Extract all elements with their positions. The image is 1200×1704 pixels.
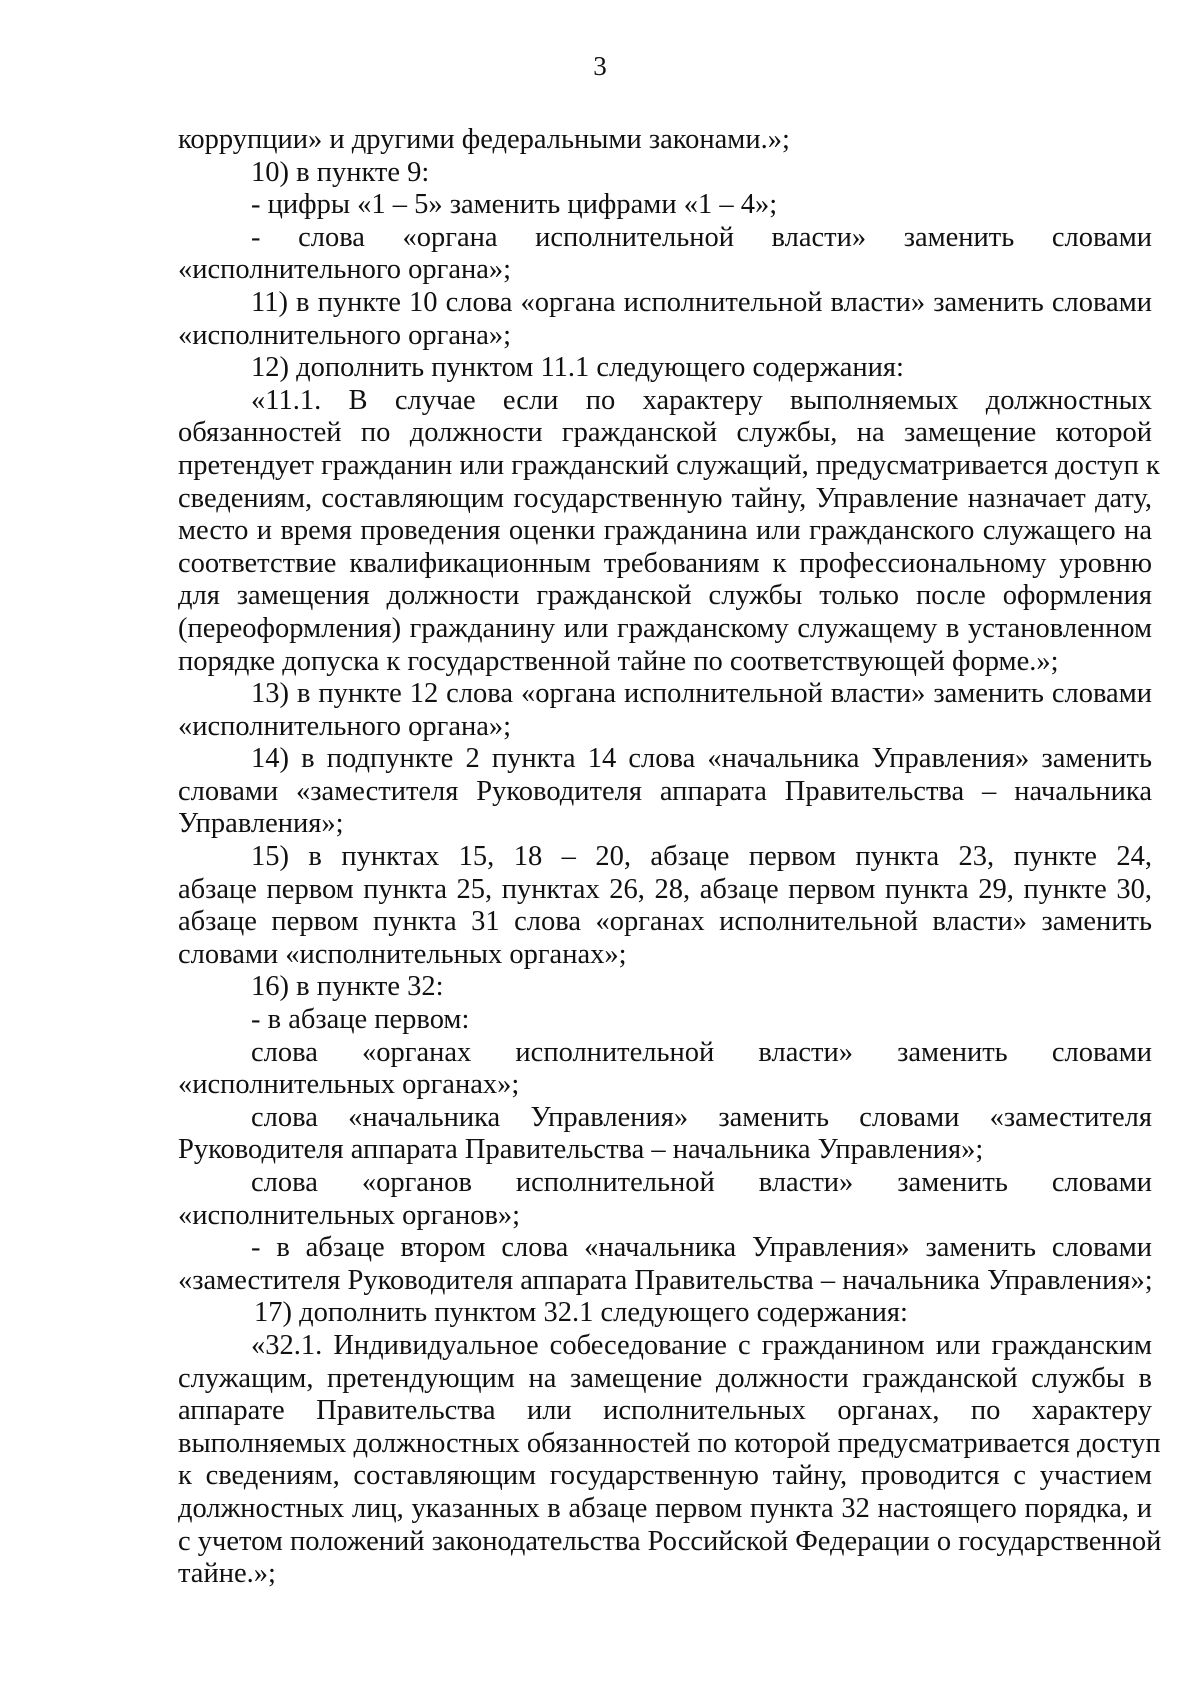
text-line: «исполнительных органов»; bbox=[178, 1199, 521, 1231]
text-line: «32.1. Индивидуальное собеседование с гражданином или гражданским bbox=[251, 1329, 1152, 1361]
text-line: аппарате Правительства или исполнительных органах, по характеру bbox=[178, 1395, 1152, 1427]
text-line: (переоформления) гражданину или гражданскому служащему в установленном bbox=[178, 612, 1152, 644]
text-line: 13) в пункте 12 слова «органа исполнительной власти» заменить словами bbox=[251, 678, 1152, 710]
text-line: место и время проведения оценки гражданина или гражданского служащего на bbox=[178, 515, 1152, 547]
text-line: 10) в пункте 9: bbox=[251, 156, 430, 188]
text-line: «исполнительного органа»; bbox=[178, 319, 512, 351]
text-line: «11.1. В случае если по характеру выполняемых должностных bbox=[251, 384, 1152, 416]
text-line: 15) в пунктах 15, 18 – 20, абзаце первом пункта 23, пункте 24, bbox=[251, 841, 1152, 873]
text-line: претендует гражданин или гражданский служащий, предусматривается доступ к bbox=[178, 449, 1160, 481]
text-line: выполняемых должностных обязанностей по которой предусматривается доступ bbox=[178, 1427, 1161, 1459]
text-line: - в абзаце первом: bbox=[251, 1004, 470, 1036]
text-line: сведениям, составляющим государственную тайну, Управление назначает дату, bbox=[178, 482, 1152, 514]
text-line: 16) в пункте 32: bbox=[251, 971, 444, 1003]
text-line: слова «органах исполнительной власти» заменить словами bbox=[251, 1036, 1152, 1068]
page-number: 3 bbox=[593, 51, 607, 81]
text-line: «исполнительного органа»; bbox=[178, 710, 512, 742]
document-body bbox=[178, 124, 1162, 1591]
text-line: «исполнительных органах»; bbox=[178, 1069, 520, 1101]
text-line: к сведениям, составляющим государственную тайну, проводится с участием bbox=[178, 1460, 1152, 1492]
text-line: соответствие квалификационным требованиям к профессиональному уровню bbox=[178, 547, 1152, 579]
text-line: - слова «органа исполнительной власти» заменить словами bbox=[251, 221, 1152, 253]
text-line: Руководителя аппарата Правительства – начальника Управления»; bbox=[178, 1134, 984, 1166]
text-line: слова «органов исполнительной власти» заменить словами bbox=[251, 1167, 1152, 1198]
text-line: словами «заместителя Руководителя аппарата Правительства – начальника bbox=[178, 775, 1152, 807]
text-line: «исполнительного органа»; bbox=[178, 254, 512, 286]
text-line: 14) в подпункте 2 пункта 14 слова «начальника Управления» заменить bbox=[251, 743, 1152, 775]
text-line: 12) дополнить пунктом 11.1 следующего содержания: bbox=[251, 352, 904, 384]
text-line: с учетом положений законодательства Российской Федерации о государственной bbox=[178, 1525, 1162, 1557]
text-line: должностных лиц, указанных в абзаце первом пункта 32 настоящего порядка, и bbox=[178, 1492, 1152, 1524]
text-line: слова «начальника Управления» заменить словами «заместителя bbox=[251, 1101, 1152, 1133]
text-line: абзаце первом пункта 31 слова «органах исполнительной власти» заменить bbox=[178, 906, 1152, 938]
text-line: «заместителя Руководителя аппарата Правительства – начальника Управления»; bbox=[178, 1264, 1153, 1296]
text-line: обязанностей по должности гражданской службы, на замещение которой bbox=[178, 417, 1152, 449]
text-line: - в абзаце втором слова «начальника Управления» заменить словами bbox=[251, 1232, 1152, 1264]
text-line: тайне.»; bbox=[178, 1558, 276, 1590]
text-line: служащим, претендующим на замещение должности гражданской службы в bbox=[178, 1362, 1152, 1394]
text-line: коррупции» и другими федеральными законами.»; bbox=[178, 124, 790, 155]
text-line: - цифры «1 – 5» заменить цифрами «1 – 4»; bbox=[251, 189, 778, 221]
text-line: 11) в пункте 10 слова «органа исполнительной власти» заменить словами bbox=[251, 286, 1152, 318]
text-line: абзаце первом пункта 25, пунктах 26, 28, абзаце первом пункта 29, пункте 30, bbox=[178, 873, 1152, 905]
text-line: 17) дополнить пунктом 32.1 следующего содержания: bbox=[254, 1297, 908, 1329]
text-line: порядке допуска к государственной тайне по соответствующей форме.»; bbox=[178, 645, 1059, 677]
text-line: словами «исполнительных органах»; bbox=[178, 938, 627, 970]
text-line: Управления»; bbox=[178, 808, 344, 840]
text-line: для замещения должности гражданской службы только после оформления bbox=[178, 580, 1152, 612]
